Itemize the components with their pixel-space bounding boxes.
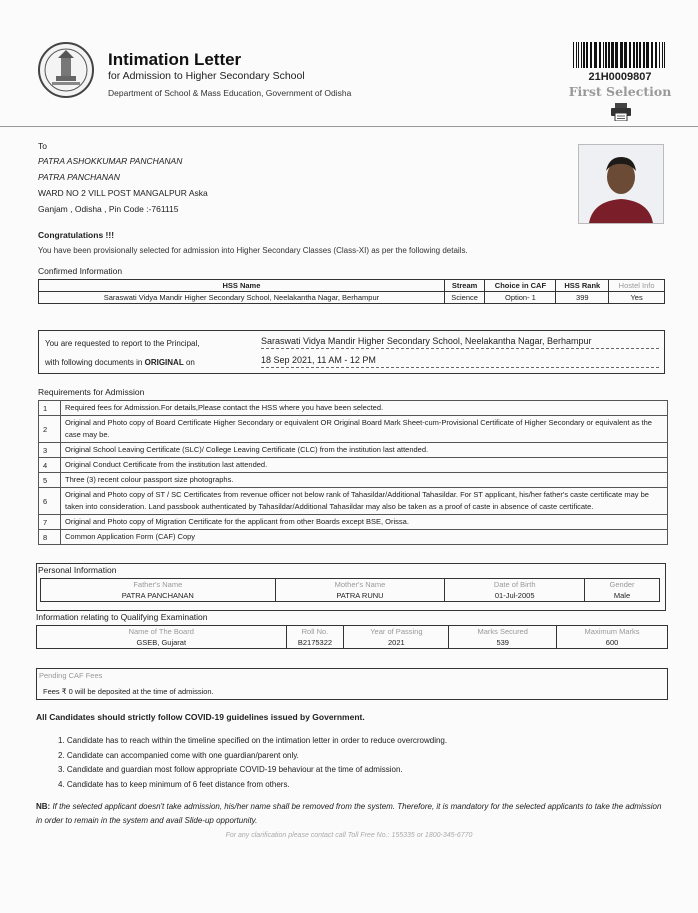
requirements-heading: Requirements for Admission xyxy=(38,387,145,397)
covid-item: 4. Candidate has to keep minimum of 6 feet distance from others. xyxy=(58,779,290,789)
personal-info-heading: Personal Information xyxy=(38,565,117,575)
requirement-number: 5 xyxy=(39,473,61,488)
hss-name-cell: Saraswati Vidya Mandir Higher Secondary School, Neelakantha Nagar, Berhampur xyxy=(103,293,380,302)
confirmed-info-heading: Confirmed Information xyxy=(38,266,123,276)
gender-cell: Male xyxy=(585,590,660,602)
address-line-2: Ganjam , Odisha , Pin Code :-761115 xyxy=(38,204,179,214)
report-original-label: ORIGINAL xyxy=(144,358,184,367)
requirement-text: Original and Photo copy of Migration Certificate for the applicant from other Boards except BSE, Orissa. xyxy=(61,515,668,530)
to-label: To xyxy=(38,141,47,151)
page-title: Intimation Letter xyxy=(108,50,242,69)
max-marks-cell: 600 xyxy=(557,637,668,649)
marks-cell: 539 xyxy=(449,637,557,649)
requirement-text: Original Conduct Certificate from the institution last attended. xyxy=(61,458,668,473)
requirement-row xyxy=(39,458,668,473)
report-line-2-suffix: on xyxy=(183,358,195,367)
congratulations-heading: Congratulations !!! xyxy=(38,230,115,240)
requirement-number: 4 xyxy=(39,458,61,473)
report-line-2-prefix: with following documents in xyxy=(45,358,145,367)
requirement-number: 1 xyxy=(39,401,61,416)
choice-cell: Option- 1 xyxy=(485,292,556,304)
requirement-number: 3 xyxy=(39,443,61,458)
covid-item: 3. Candidate and guardian most follow appropriate COVID-19 behaviour at the time of admission. xyxy=(58,765,403,774)
dob-cell: 01-Jul-2005 xyxy=(445,590,585,602)
dob-header: Date of Birth xyxy=(445,579,585,591)
requirements-table xyxy=(38,400,668,545)
requirement-row xyxy=(39,416,668,443)
report-instructions-box xyxy=(38,330,665,374)
requirement-number: 6 xyxy=(39,488,61,515)
requirement-text: Common Application Form (CAF) Copy xyxy=(61,530,668,545)
note-label: NB: xyxy=(36,802,51,811)
covid-item: 1. Candidate has to reach within the timeline specified on the intimation letter in order to reduce overcrowding. xyxy=(58,736,448,745)
requirement-row xyxy=(39,488,668,515)
requirement-text: Original and Photo copy of Board Certificate Higher Secondary or equivalent OR Original Board Mark Sheet-cum-Provisional Certificate of Higher Secondary or equivalent as the case may be. xyxy=(61,416,668,443)
header-divider xyxy=(0,126,698,127)
pending-fees-box xyxy=(36,668,668,700)
board-cell: GSEB, Gujarat xyxy=(136,638,187,647)
board-header: Name of The Board xyxy=(128,627,194,636)
rank-header: HSS Rank xyxy=(556,280,609,292)
requirement-text: Three (3) recent colour passport size photographs. xyxy=(61,473,668,488)
provisional-selection-text: You have been provisionally selected for admission into Higher Secondary Classes (Class-XI) as per the following details. xyxy=(38,246,468,255)
note-text: If the selected applicant doesn't take admission, his/her name shall be removed from the system. Therefore, it is mandatory for the selected applicants to take the admission in order to remain in the system and avail Slide-up opportunity. xyxy=(36,802,662,825)
requirement-text: Original School Leaving Certificate (SLC)/ College Leaving Certificate (CLC) from the institution last attended. xyxy=(61,443,668,458)
mother-cell: PATRA RUNU xyxy=(275,590,445,602)
pending-fees-text: Fees ₹ 0 will be deposited at the time of admission. xyxy=(43,687,214,696)
hss-name-header: HSS Name xyxy=(222,281,261,290)
candidate-photo xyxy=(578,144,664,224)
confirmed-info-table xyxy=(38,279,665,304)
requirement-row xyxy=(39,515,668,530)
hostel-header: Hostel Info xyxy=(609,280,665,292)
recipient-guardian: PATRA PANCHANAN xyxy=(38,172,120,182)
requirement-text: Required fees for Admission.For details,Please contact the HSS where you have been selected. xyxy=(61,401,668,416)
requirement-number: 7 xyxy=(39,515,61,530)
roll-cell: B2175322 xyxy=(286,637,344,649)
max-marks-header: Maximum Marks xyxy=(557,626,668,638)
father-header: Father's Name xyxy=(133,580,183,589)
mother-header: Mother's Name xyxy=(275,579,445,591)
year-cell: 2021 xyxy=(344,637,449,649)
recipient-name: PATRA ASHOKKUMAR PANCHANAN xyxy=(38,156,183,166)
covid-heading: All Candidates should strictly follow COVID-19 guidelines issued by Government. xyxy=(36,712,365,722)
odisha-emblem-logo xyxy=(38,42,94,98)
choice-header: Choice in CAF xyxy=(485,280,556,292)
page-subtitle: for Admission to Higher Secondary School xyxy=(108,70,305,82)
report-datetime: 18 Sep 2021, 11 AM - 12 PM xyxy=(261,355,659,368)
barcode-image xyxy=(573,42,667,68)
father-cell: PATRA PANCHANAN xyxy=(121,591,194,600)
department-name: Department of School & Mass Education, Government of Odisha xyxy=(108,88,352,98)
requirement-row xyxy=(39,401,668,416)
report-line-2 xyxy=(45,358,195,367)
qualifying-heading: Information relating to Qualifying Examination xyxy=(36,612,208,622)
roll-header: Roll No. xyxy=(286,626,344,638)
requirement-text: Original and Photo copy of ST / SC Certificates from revenue officer not below rank of Tahasildar/Additional Tahasildar. For ST applicant, his/her father's caste certificate may be taken into consideration. Land passbook authenticated by Tahasildar/Additional Tahasildar may also be taken as a proof of caste in absence of caste certificate. xyxy=(61,488,668,515)
pending-fees-heading: Pending CAF Fees xyxy=(39,671,103,680)
printer-icon[interactable] xyxy=(610,103,632,121)
stream-cell: Science xyxy=(444,292,485,304)
gender-header: Gender xyxy=(585,579,660,591)
personal-info-box xyxy=(36,563,666,611)
marks-header: Marks Secured xyxy=(449,626,557,638)
hostel-cell: Yes xyxy=(609,292,665,304)
year-header: Year of Passing xyxy=(344,626,449,638)
rank-cell: 399 xyxy=(556,292,609,304)
report-school-name: Saraswati Vidya Mandir Higher Secondary School, Neelakantha Nagar, Berhampur xyxy=(261,336,659,349)
report-line-1: You are requested to report to the Principal, xyxy=(45,339,200,348)
application-number: 21H0009807 xyxy=(588,71,652,83)
requirement-row xyxy=(39,473,668,488)
personal-info-table xyxy=(40,578,660,602)
footer-contact: For any clarification please contact call Toll Free No.: 155335 or 1800-345-6770 xyxy=(225,832,473,839)
note-paragraph xyxy=(36,800,666,828)
covid-guidelines-list xyxy=(58,734,447,792)
selection-label: First Selection xyxy=(568,84,672,99)
covid-item: 2. Candidate can accompanied come with one guardian/parent only. xyxy=(58,750,299,760)
address-line-1: WARD NO 2 VILL POST MANGALPUR Aska xyxy=(38,188,208,198)
requirement-number: 2 xyxy=(39,416,61,443)
stream-header: Stream xyxy=(444,280,485,292)
requirement-row xyxy=(39,443,668,458)
requirement-number: 8 xyxy=(39,530,61,545)
requirement-row xyxy=(39,530,668,545)
qualifying-table xyxy=(36,625,668,649)
